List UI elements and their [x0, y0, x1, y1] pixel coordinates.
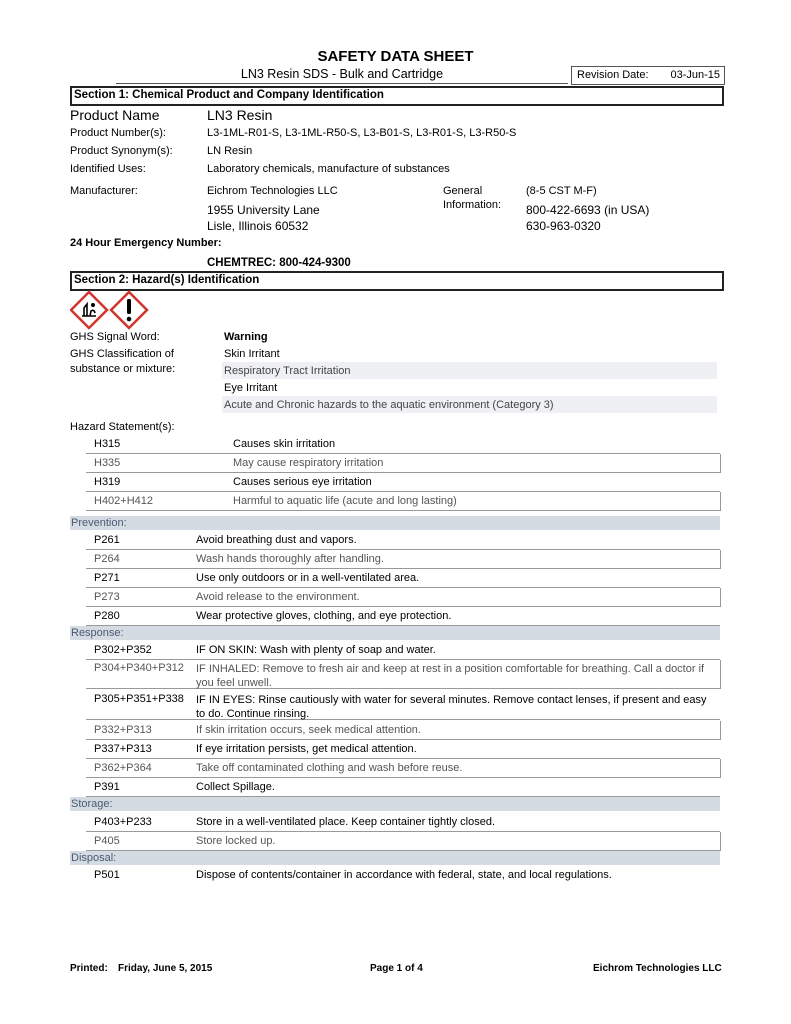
product-numbers: L3-1ML-R01-S, L3-1ML-R50-S, L3-B01-S, L3-R01-S, L3-R50-S	[207, 127, 517, 139]
disposal-category-bar	[70, 851, 720, 865]
storage-category-bar	[70, 797, 720, 811]
precaution-code: P271	[94, 572, 120, 584]
hazard-code: H319	[94, 476, 121, 488]
hazard-row	[86, 454, 721, 473]
precaution-row	[86, 550, 721, 569]
precaution-code: P391	[94, 781, 120, 793]
precaution-text: If skin irritation occurs, seek medical attention.	[196, 724, 421, 736]
precaution-text: If eye irritation persists, get medical attention.	[196, 743, 417, 755]
hazard-text: May cause respiratory irritation	[233, 457, 384, 469]
product-name: LN3 Resin	[207, 107, 273, 123]
precaution-text: Take off contaminated clothing and wash before reuse.	[196, 762, 463, 774]
classification-item: Acute and Chronic hazards to the aquatic environment (Category 3)	[222, 396, 717, 413]
precaution-row	[86, 641, 720, 660]
synonyms: LN Resin	[207, 145, 253, 157]
precaution-code: P304+P340+P312	[94, 662, 184, 674]
precaution-row	[86, 689, 720, 720]
precaution-code: P337+P313	[94, 743, 152, 755]
precaution-code: P273	[94, 591, 120, 603]
prevention-category-bar	[70, 516, 720, 530]
hazard-row	[86, 473, 720, 492]
precaution-code: P264	[94, 553, 120, 565]
signal-word-label: GHS Signal Word:	[70, 331, 160, 343]
revision-box	[571, 66, 725, 85]
phone-intl: 630-963-0320	[526, 219, 601, 233]
precaution-row	[86, 866, 720, 884]
general-info-label-2: Information:	[443, 199, 502, 211]
hazard-row	[86, 435, 720, 454]
exclamation-mark-icon	[111, 292, 147, 328]
uses: Laboratory chemicals, manufacture of substances	[207, 163, 450, 175]
precaution-text: Avoid breathing dust and vapors.	[196, 534, 357, 546]
document-subtitle: LN3 Resin SDS - Bulk and Cartridge	[240, 67, 444, 81]
precaution-row	[86, 778, 720, 797]
manufacturer-name: Eichrom Technologies LLC	[207, 185, 338, 197]
precaution-code: P261	[94, 534, 120, 546]
precaution-text: Avoid release to the environment.	[196, 591, 360, 603]
precaution-row	[86, 813, 720, 832]
ghs-pictograms	[70, 290, 150, 330]
precaution-text: Collect Spillage.	[196, 781, 275, 793]
general-info-label-1: General	[443, 185, 483, 197]
precaution-code: P280	[94, 610, 120, 622]
precaution-row	[86, 607, 720, 626]
signal-word: Warning	[224, 331, 268, 343]
precaution-text: IF INHALED: Remove to fresh air and keep at rest in a position comfortable for breathing. Call a doctor if you feel unwell.	[196, 663, 705, 689]
precaution-row	[86, 832, 721, 851]
hazard-text: Causes serious eye irritation	[233, 476, 372, 488]
hazard-row	[86, 492, 721, 511]
printed-date: Friday, June 5, 2015	[118, 963, 213, 974]
precaution-row	[86, 531, 720, 550]
phone-usa: 800-422-6693 (in USA)	[526, 203, 650, 217]
section1-heading: Section 1: Chemical Product and Company Identification	[74, 89, 384, 101]
hazard-code: H335	[94, 457, 121, 469]
precaution-code: P403+P233	[94, 816, 152, 828]
environment-hazard-icon	[71, 292, 107, 328]
precaution-code: P302+P352	[94, 644, 152, 656]
hazard-text: Harmful to aquatic life (acute and long lasting)	[233, 495, 457, 507]
precaution-text: Wash hands thoroughly after handling.	[196, 553, 384, 565]
hazard-code: H315	[94, 438, 121, 450]
emergency-label: 24 Hour Emergency Number:	[70, 237, 222, 249]
classification-item: Eye Irritant	[224, 382, 278, 394]
precaution-row	[86, 759, 721, 778]
precaution-code: P362+P364	[94, 762, 152, 774]
document-title: SAFETY DATA SHEET	[317, 48, 474, 65]
precaution-code: P405	[94, 835, 120, 847]
section2-heading: Section 2: Hazard(s) Identification	[74, 274, 260, 286]
product-numbers-label: Product Number(s):	[70, 127, 166, 139]
printed-label: Printed:	[70, 963, 108, 974]
product-name-label: Product Name	[70, 107, 160, 123]
precaution-text: IF ON SKIN: Wash with plenty of soap and water.	[196, 644, 436, 656]
precaution-text: Wear protective gloves, clothing, and eye protection.	[196, 610, 452, 622]
response-label: Response:	[71, 627, 124, 639]
manufacturer-label: Manufacturer:	[70, 185, 138, 197]
precaution-text: Dispose of contents/container in accordance with federal, state, and local regulations.	[196, 869, 612, 881]
precaution-text: IF IN EYES: Rinse cautiously with water for several minutes. Remove contact lenses, if present and easy to do. Continue rinsing.	[196, 694, 707, 720]
precaution-code: P332+P313	[94, 724, 152, 736]
precaution-row	[86, 588, 721, 607]
classification-label-1: GHS Classification of	[70, 348, 174, 360]
precaution-text: Store in a well-ventilated place. Keep container tightly closed.	[196, 816, 496, 828]
precaution-text: Store locked up.	[196, 835, 276, 847]
precaution-row	[86, 660, 721, 689]
page-number: Page 1 of 4	[370, 963, 423, 974]
classification-item: Respiratory Tract Irritation	[222, 362, 717, 379]
precaution-code: P501	[94, 869, 120, 881]
classification-item: Skin Irritant	[224, 348, 280, 360]
precaution-row	[86, 569, 720, 588]
disposal-label: Disposal:	[71, 852, 117, 864]
synonyms-label: Product Synonym(s):	[70, 145, 173, 157]
revision-date: 03-Jun-15	[670, 69, 720, 81]
revision-label: Revision Date:	[577, 69, 649, 81]
section1-heading-bar	[70, 86, 724, 106]
hazard-code: H402+H412	[94, 495, 154, 507]
storage-label: Storage:	[71, 798, 113, 810]
document-subtitle-box	[116, 66, 568, 84]
uses-label: Identified Uses:	[70, 163, 146, 175]
prevention-label: Prevention:	[71, 517, 127, 529]
precaution-code: P305+P351+P338	[94, 693, 184, 705]
manufacturer-address-line1: 1955 University Lane	[207, 203, 320, 217]
hazard-text: Causes skin irritation	[233, 438, 336, 450]
office-hours: (8-5 CST M-F)	[526, 185, 597, 197]
emergency-number: CHEMTREC: 800-424-9300	[207, 257, 351, 269]
precaution-text: Use only outdoors or in a well-ventilated area.	[196, 572, 420, 584]
section2-heading-bar	[70, 271, 724, 291]
hazard-statements-label: Hazard Statement(s):	[70, 421, 175, 433]
classification-label-2: substance or mixture:	[70, 363, 176, 375]
response-category-bar	[70, 626, 720, 640]
precaution-row	[86, 721, 721, 740]
precaution-row	[86, 740, 720, 759]
manufacturer-address-line2: Lisle, Illinois 60532	[207, 219, 309, 233]
footer-company: Eichrom Technologies LLC	[593, 963, 722, 974]
